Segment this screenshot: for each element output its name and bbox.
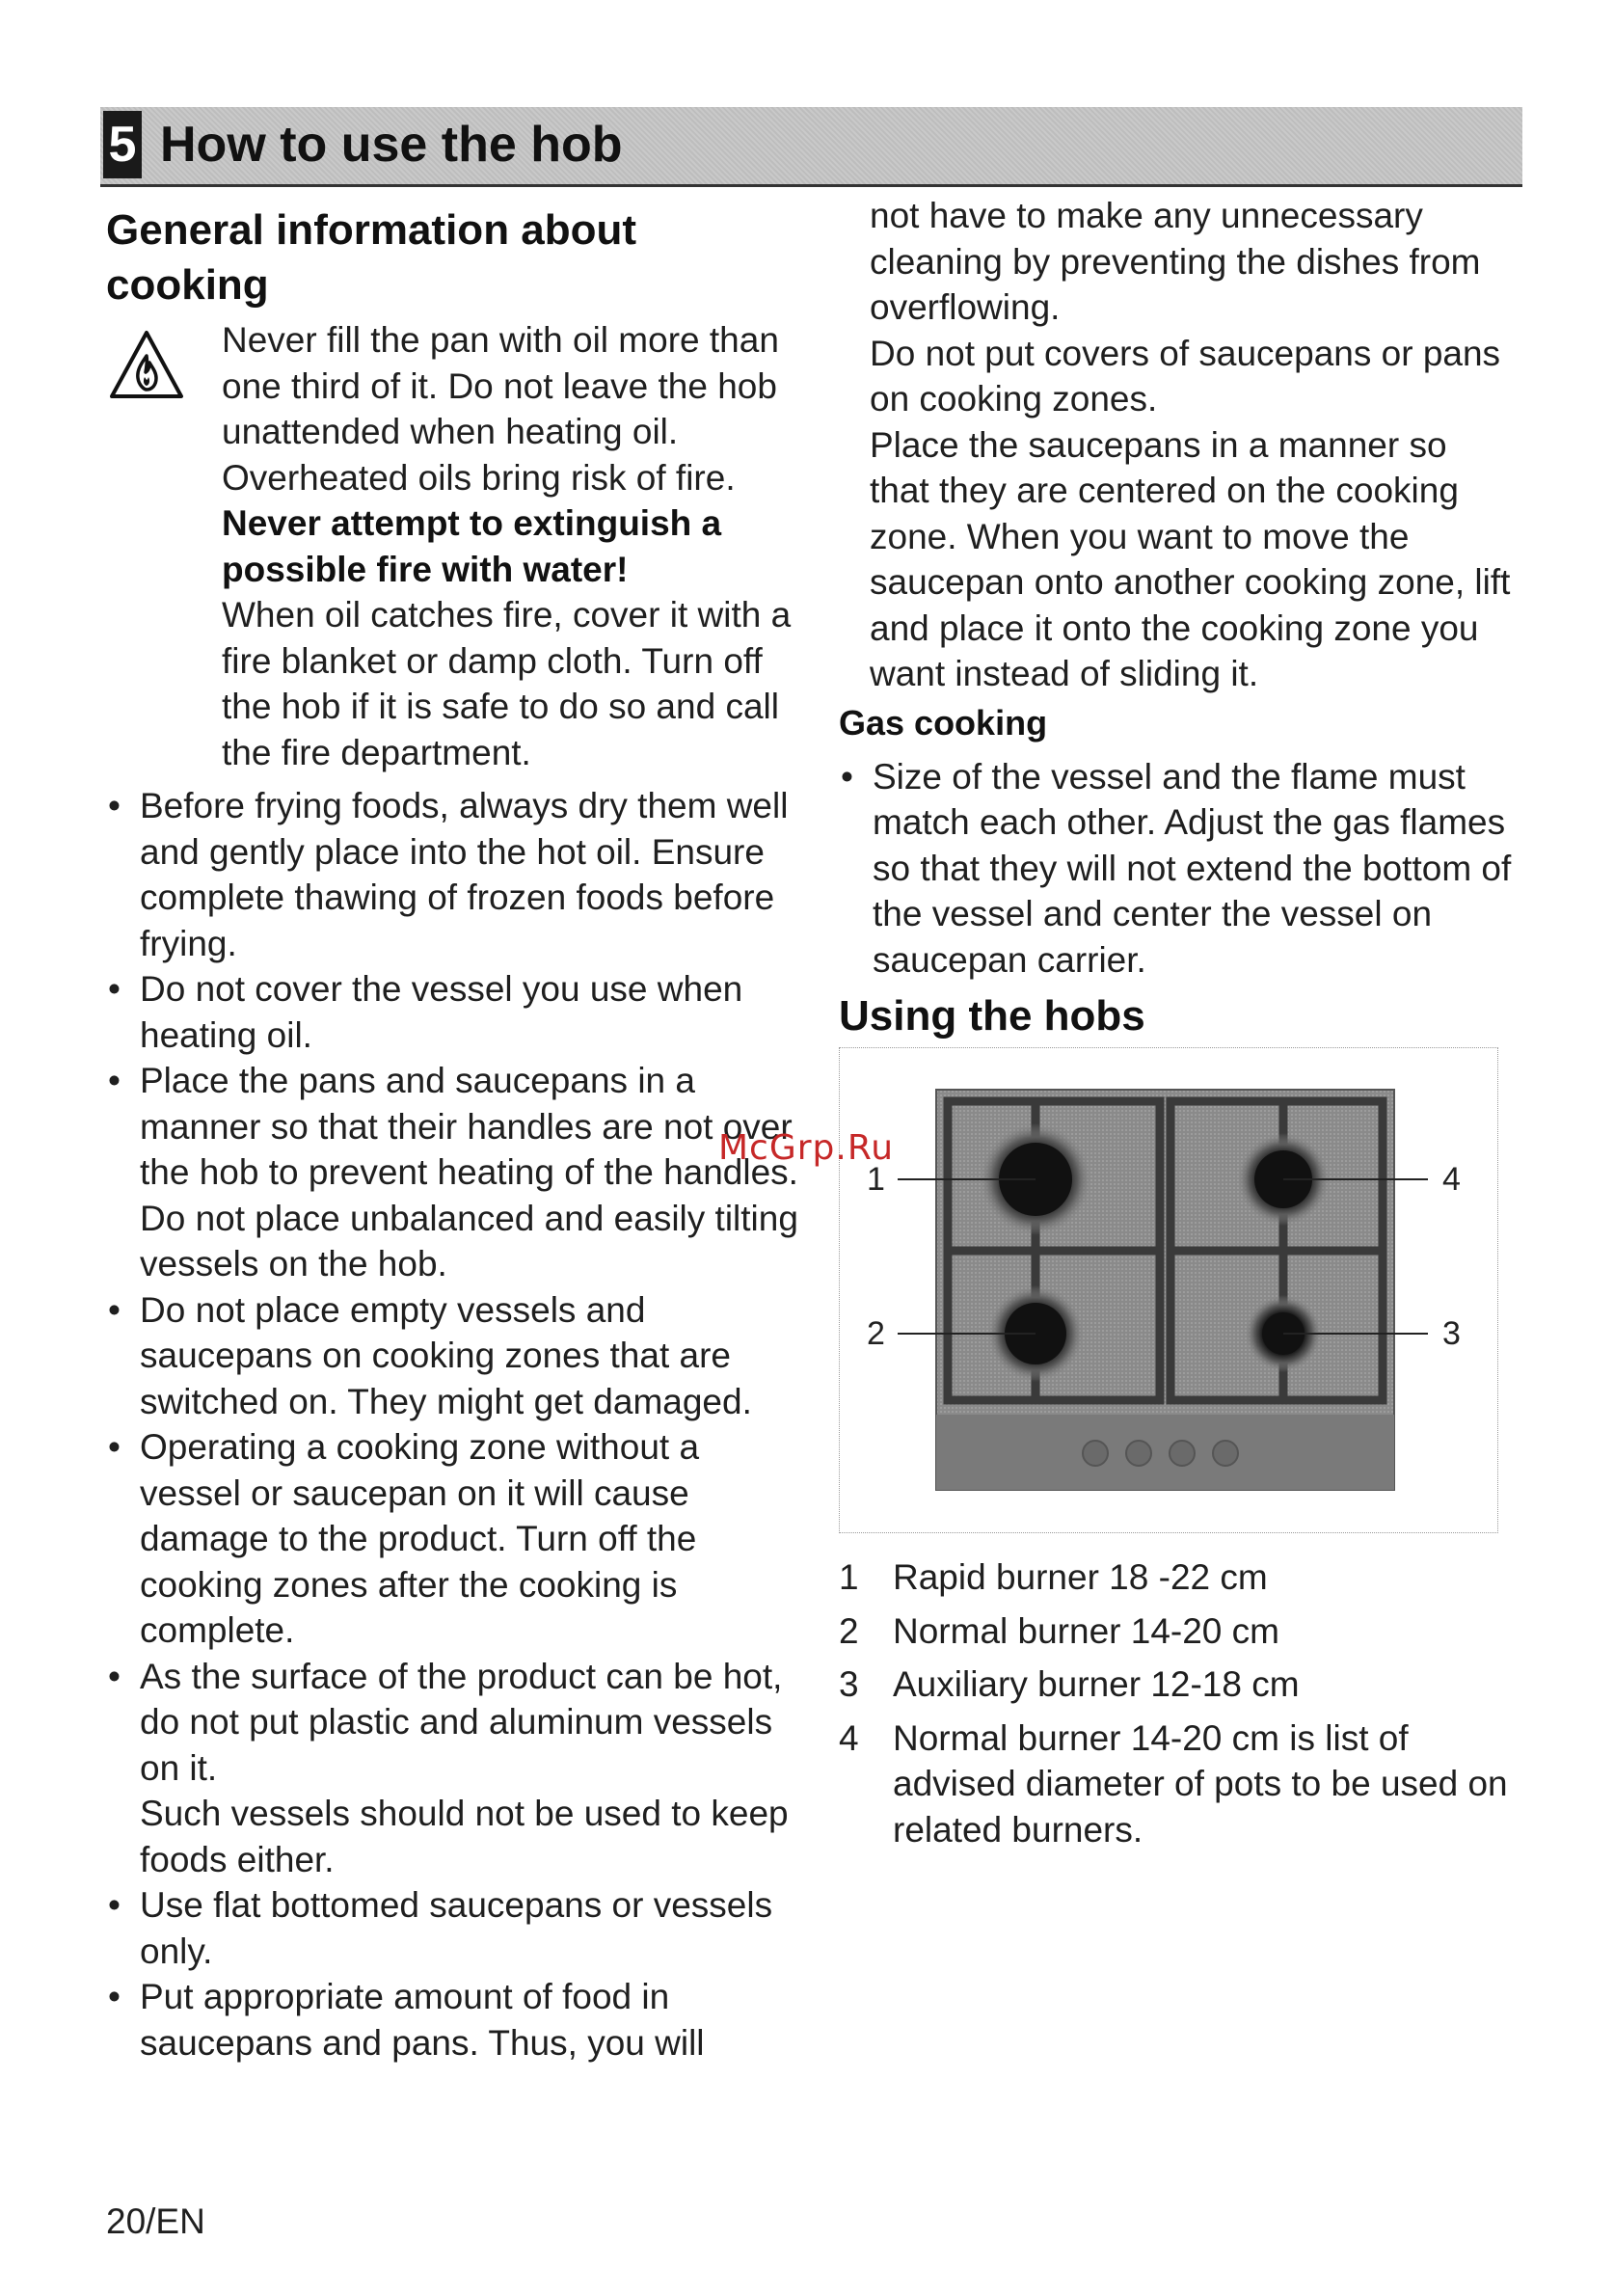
hob-illustration bbox=[840, 1048, 1497, 1532]
general-bullet-list bbox=[106, 783, 800, 2066]
using-hobs-heading: Using the hobs bbox=[839, 992, 1145, 1040]
legend-number: 3 bbox=[839, 1664, 859, 1704]
watermark: McGrp.Ru bbox=[718, 1128, 895, 1168]
legend-item bbox=[839, 1554, 1514, 1601]
legend-number: 4 bbox=[839, 1717, 859, 1758]
legend-text: Auxiliary burner 12-18 cm bbox=[893, 1664, 1300, 1704]
list-item: • Size of the vessel and the flame must match each other. Adjust the gas flames so that they will not extend the bottom of the vessel and center the vessel on saucepan carrier. bbox=[839, 754, 1514, 984]
surface-warning-note: Such vessels should not be used to keep foods either. bbox=[140, 1794, 789, 1879]
list-item: • Do not place empty vessels and saucepans on cooking zones that are switched on. They might get damaged. bbox=[106, 1287, 800, 1425]
list-item: • Place the pans and saucepans in a manner so that their handles are not over the hob to prevent heating of the handles. Do not place unbalanced and easily tilting vessels on the hob. bbox=[106, 1058, 800, 1287]
legend-number: 2 bbox=[839, 1610, 859, 1651]
section-number: 5 bbox=[103, 111, 142, 178]
gas-bullet-list bbox=[839, 754, 1514, 984]
burner-legend bbox=[839, 1554, 1514, 1852]
legend-text: Normal burner 14-20 cm is list of advised diameter of pots to be used on related burners. bbox=[893, 1717, 1508, 1850]
section-title: How to use the hob bbox=[160, 117, 623, 173]
list-item bbox=[106, 1654, 800, 1883]
callout-2: 2 bbox=[867, 1315, 885, 1352]
legend-item bbox=[839, 1661, 1514, 1708]
control-strip bbox=[936, 1415, 1394, 1490]
continued-paragraphs bbox=[839, 193, 1514, 697]
continued-text: not have to make any unnecessary cleaning by preventing the dishes from overflowing. bbox=[870, 196, 1481, 327]
surface-warning-text: As the surface of the product can be hot, do not put plastic and aluminum vessels on it. bbox=[140, 1656, 783, 1788]
section-header bbox=[100, 107, 1522, 187]
list-item: • Use flat bottomed saucepans or vessels only. bbox=[106, 1882, 800, 1974]
list-item: • Operating a cooking zone without a vessel or saucepan on it will cause damage to the product. Turn off the cooking zones after the cooking is complete. bbox=[106, 1424, 800, 1654]
callout-4: 4 bbox=[1442, 1161, 1461, 1198]
warning-text-intro: Never fill the pan with oil more than one third of it. Do not leave the hob unattended when heating oil. Overheated oils bring risk of fire. bbox=[222, 320, 779, 498]
legend-text: Rapid burner 18 -22 cm bbox=[893, 1557, 1268, 1597]
page-number: 20/EN bbox=[106, 2201, 205, 2241]
list-item: • Before frying foods, always dry them well and gently place into the hot oil. Ensure complete thawing of frozen foods before frying. bbox=[106, 783, 800, 966]
legend-number: 1 bbox=[839, 1557, 859, 1597]
gas-cooking-heading: Gas cooking bbox=[839, 702, 1048, 743]
list-item: • Put appropriate amount of food in saucepans and pans. Thus, you will bbox=[106, 1974, 800, 2066]
warning-text-bold: Never attempt to extinguish a possible fire with water! bbox=[222, 503, 722, 589]
centering-text: Place the saucepans in a manner so that they are centered on the cooking zone. When you want to move the saucepan onto another cooking zone, lift and place it onto the cooking zone you want instead of sliding it. bbox=[870, 424, 1511, 693]
legend-item bbox=[839, 1608, 1514, 1655]
fire-warning-icon bbox=[108, 327, 185, 404]
legend-text: Normal burner 14-20 cm bbox=[893, 1610, 1279, 1651]
general-info-heading: General information about cooking bbox=[106, 206, 637, 309]
right-column bbox=[839, 193, 1514, 1860]
list-item: • Do not cover the vessel you use when heating oil. bbox=[106, 966, 800, 1058]
fire-warning-block bbox=[106, 317, 800, 775]
callout-3: 3 bbox=[1442, 1315, 1461, 1352]
hob-diagram bbox=[839, 1047, 1498, 1533]
covers-text: Do not put covers of saucepans or pans on cooking zones. bbox=[870, 333, 1501, 419]
left-column bbox=[106, 203, 800, 2066]
legend-item bbox=[839, 1715, 1514, 1853]
callout-1: 1 bbox=[867, 1161, 885, 1198]
warning-text-action: When oil catches fire, cover it with a fire blanket or damp cloth. Turn off the hob if it is safe to do so and call the fire department. bbox=[222, 595, 792, 772]
